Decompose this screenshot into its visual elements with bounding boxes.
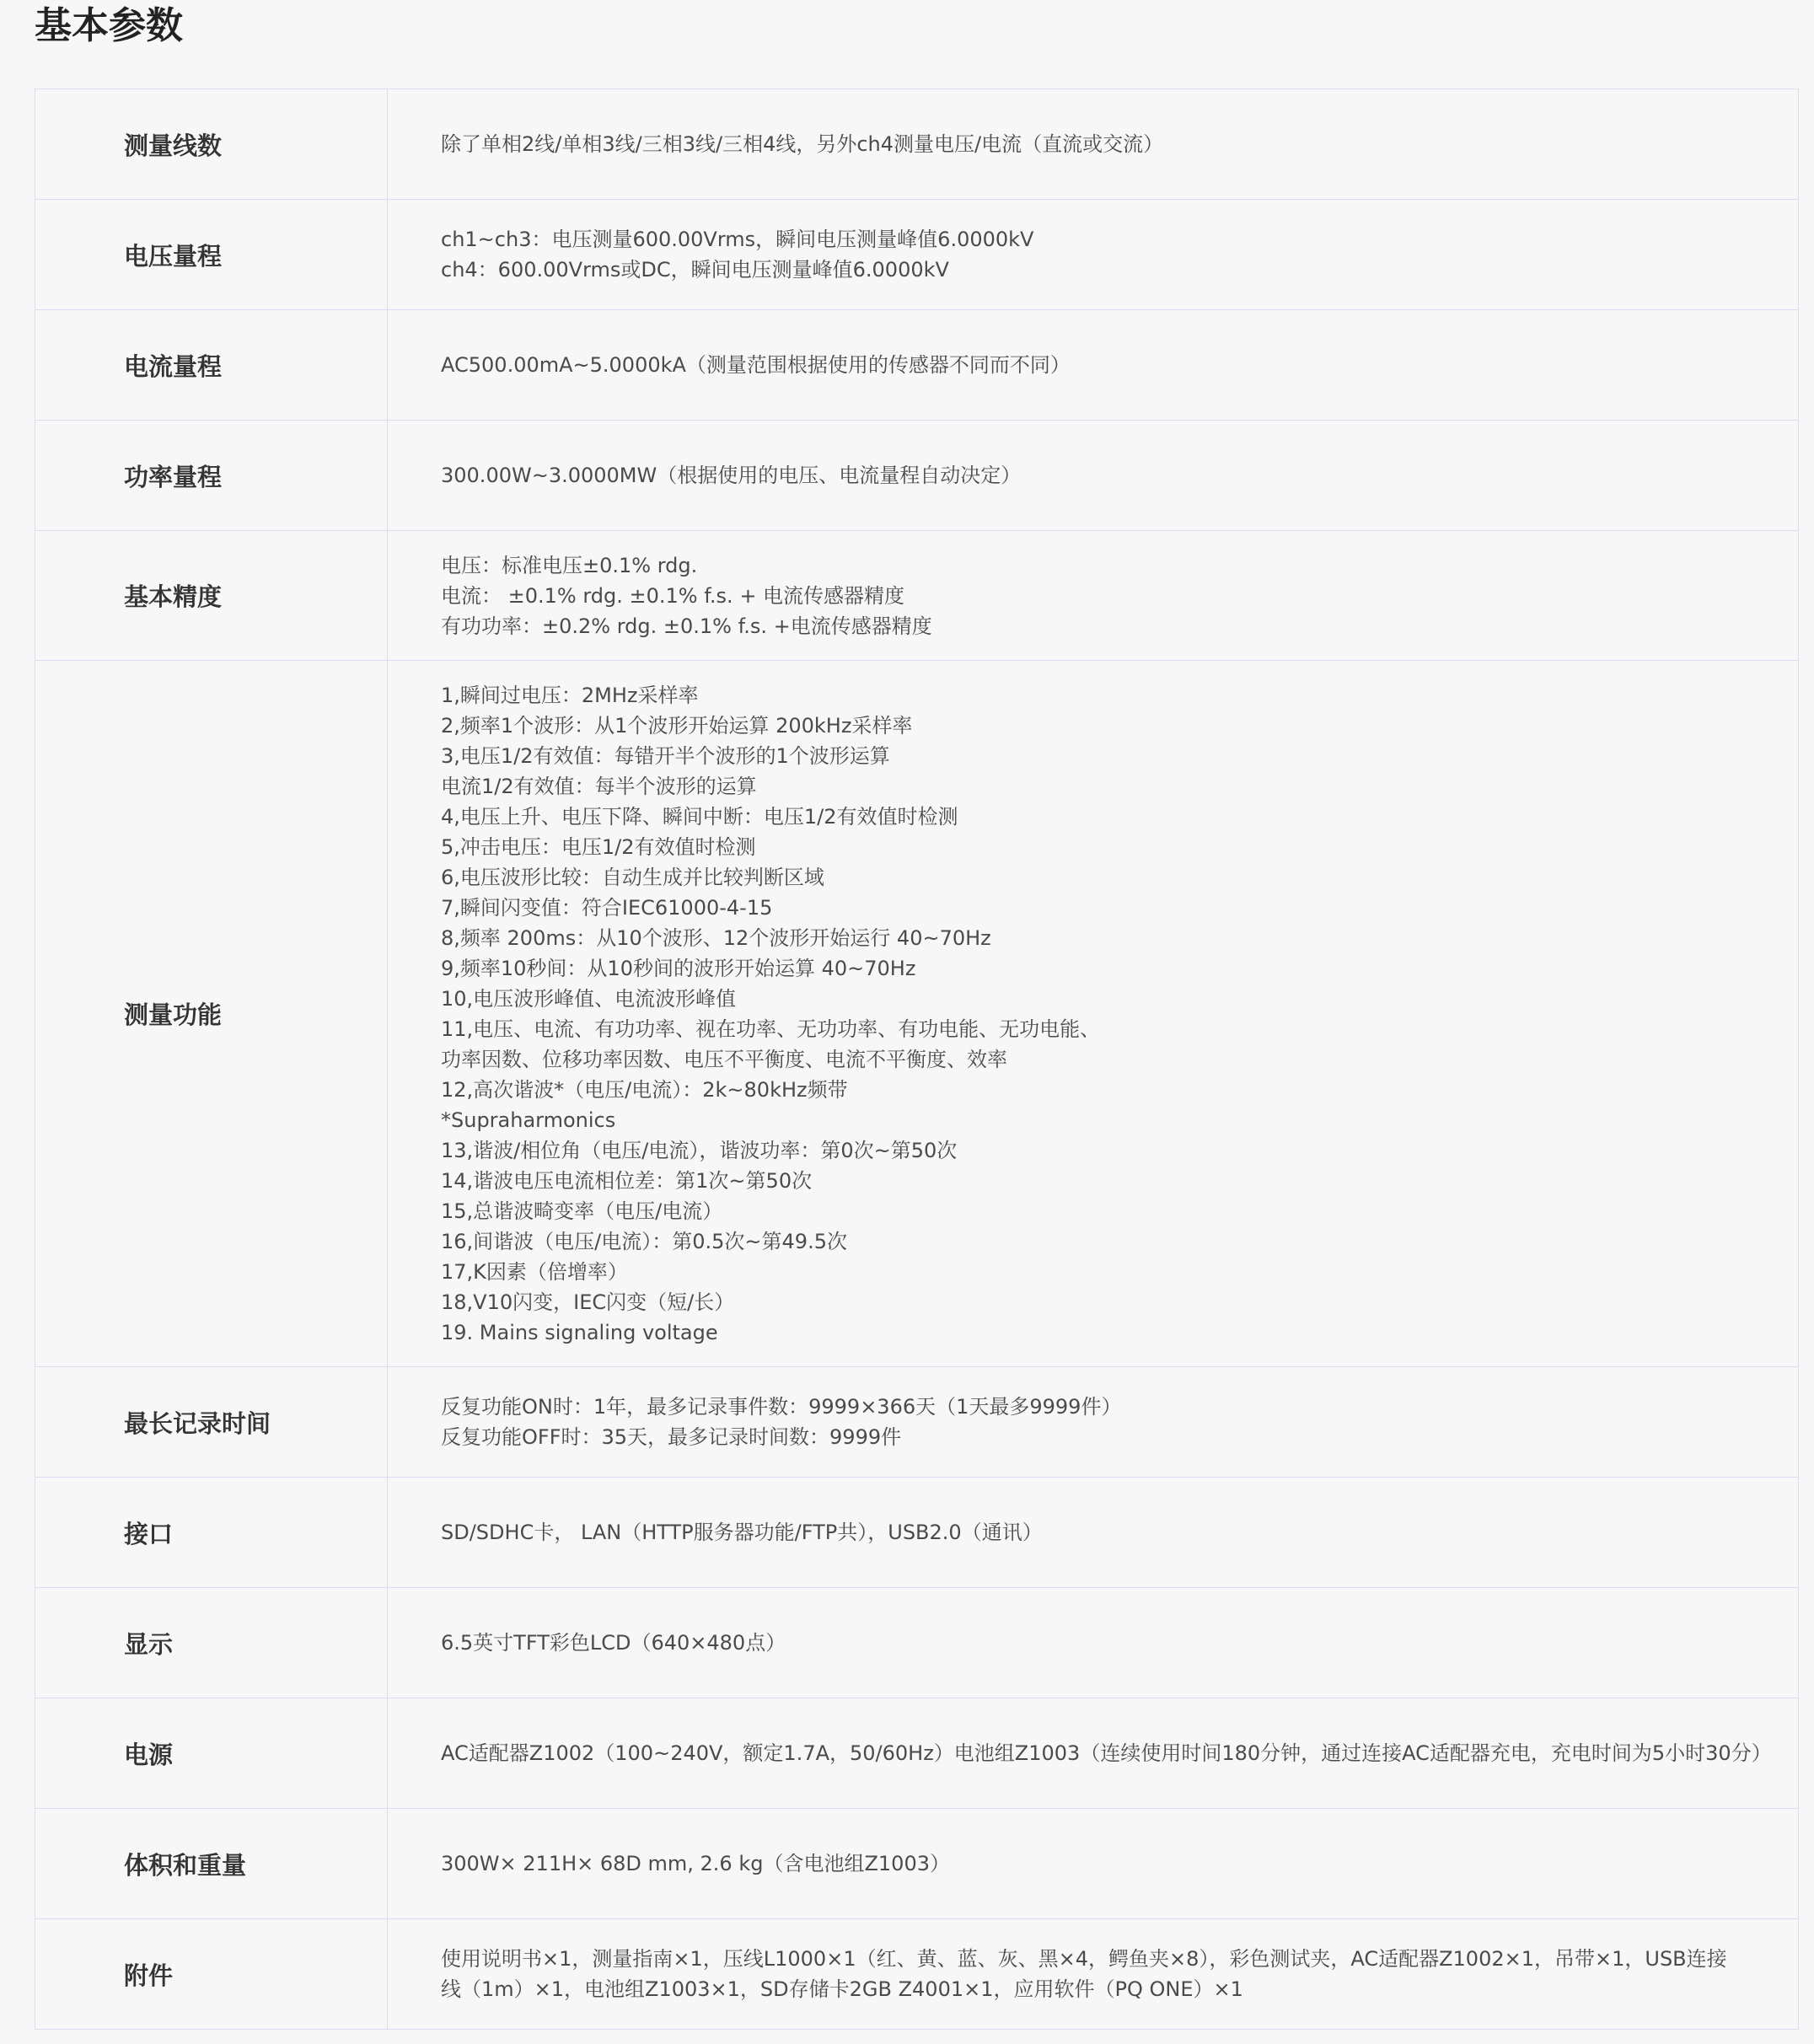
spec-value-line: 19. Mains signaling voltage [441, 1320, 718, 1344]
spec-value-line: 电流1/2有效值：每半个波形的运算 [441, 774, 757, 798]
spec-value-line: 2,频率1个波形：从1个波形开始运算 200kHz采样率 [441, 713, 913, 738]
spec-value-line: *Supraharmonics [441, 1108, 616, 1132]
page-title: 基本参数 [35, 4, 183, 47]
spec-value [388, 1478, 1799, 1588]
spec-value [388, 310, 1799, 421]
spec-label: 电源 [35, 1698, 388, 1809]
spec-value-line: 300W× 211H× 68D mm, 2.6 kg（含电池组Z1003） [441, 1852, 950, 1875]
spec-value-line: 13,谐波/相位角（电压/电流），谐波功率：第0次~第50次 [441, 1138, 958, 1162]
spec-value-line: 14,谐波电压电流相位差：第1次~第50次 [441, 1168, 813, 1193]
spec-value-line: 6,电压波形比较：自动生成并比较判断区域 [441, 865, 824, 889]
spec-value-line: 电流： ±0.1% rdg. ±0.1% f.s. + 电流传感器精度 [441, 583, 905, 608]
spec-value-line: 1,瞬间过电压：2MHz采样率 [441, 683, 699, 707]
spec-value [388, 1809, 1799, 1919]
spec-value-line: 300.00W~3.0000MW（根据使用的电压、电流量程自动决定） [441, 464, 1022, 487]
spec-value-line: 5,冲击电压：电压1/2有效值时检测 [441, 834, 756, 859]
spec-value-line: 反复功能OFF时：35天，最多记录时间数：9999件 [441, 1425, 902, 1449]
spec-row [35, 310, 1799, 421]
spec-label: 基本精度 [35, 531, 388, 661]
spec-row [35, 661, 1799, 1367]
spec-value [388, 531, 1799, 661]
spec-value [388, 1367, 1799, 1478]
spec-table-body [35, 89, 1799, 2030]
spec-value [388, 661, 1799, 1367]
spec-value-line: 8,频率 200ms：从10个波形、12个波形开始运行 40~70Hz [441, 925, 991, 950]
spec-value-line: 16,间谐波（电压/电流）：第0.5次~第49.5次 [441, 1229, 847, 1253]
spec-row [35, 1809, 1799, 1919]
spec-value [388, 89, 1799, 200]
spec-label: 测量线数 [35, 89, 388, 200]
spec-value-line: 7,瞬间闪变值：符合IEC61000-4-15 [441, 895, 773, 920]
spec-value [388, 1919, 1799, 2030]
spec-row [35, 1367, 1799, 1478]
spec-value-line: AC适配器Z1002（100~240V，额定1.7A，50/60Hz）电池组Z1003（连续使用时间180分钟，通过连接AC适配器充电，充电时间为5小时30分） [441, 1741, 1772, 1765]
spec-row [35, 1588, 1799, 1698]
spec-row [35, 1698, 1799, 1809]
spec-value-line: 12,高次谐波*（电压/电流）：2k~80kHz频带 [441, 1077, 848, 1102]
spec-value-line: ch1~ch3：电压测量600.00Vrms，瞬间电压测量峰值6.0000kV [441, 228, 1034, 251]
spec-label: 体积和重量 [35, 1809, 388, 1919]
spec-label: 接口 [35, 1478, 388, 1588]
spec-label: 附件 [35, 1919, 388, 2030]
spec-value [388, 1698, 1799, 1809]
spec-value [388, 200, 1799, 310]
spec-value-line: 功率因数、位移功率因数、电压不平衡度、电流不平衡度、效率 [441, 1047, 1007, 1071]
spec-row [35, 531, 1799, 661]
spec-value-line: 4,电压上升、电压下降、瞬间中断：电压1/2有效值时检测 [441, 804, 958, 829]
spec-value-line: ch4：600.00Vrms或DC，瞬间电压测量峰值6.0000kV [441, 258, 949, 282]
spec-value-line: 3,电压1/2有效值：每错开半个波形的1个波形运算 [441, 743, 890, 768]
spec-label: 电流量程 [35, 310, 388, 421]
spec-row [35, 89, 1799, 200]
spec-label: 最长记录时间 [35, 1367, 388, 1478]
spec-value-line: 11,电压、电流、有功功率、视在功率、无功功率、有功电能、无功电能、 [441, 1017, 1101, 1041]
spec-value-line: 反复功能ON时：1年，最多记录事件数：9999×366天（1天最多9999件） [441, 1395, 1122, 1419]
spec-label: 电压量程 [35, 200, 388, 310]
spec-row [35, 1478, 1799, 1588]
spec-value-line: 6.5英寸TFT彩色LCD（640×480点） [441, 1631, 786, 1655]
spec-value-line: AC500.00mA~5.0000kA（测量范围根据使用的传感器不同而不同） [441, 353, 1071, 377]
spec-table [35, 89, 1799, 2030]
spec-row [35, 421, 1799, 531]
spec-value [388, 1588, 1799, 1698]
spec-value-line: 除了单相2线/单相3线/三相3线/三相4线，另外ch4测量电压/电流（直流或交流） [441, 132, 1164, 156]
spec-value-line: 18,V10闪变，IEC闪变（短/长） [441, 1290, 735, 1314]
spec-label: 测量功能 [35, 661, 388, 1367]
spec-row [35, 200, 1799, 310]
spec-value-line: 9,频率10秒间：从10秒间的波形开始运算 40~70Hz [441, 956, 916, 980]
spec-value-line: 电压：标准电压±0.1% rdg. [441, 553, 698, 577]
spec-value [388, 421, 1799, 531]
spec-value-line: 使用说明书×1，测量指南×1，压线L1000×1（红、黄、蓝、灰、黑×4，鳄鱼夹×8），彩色测试夹，AC适配器Z1002×1，吊带×1，USB连接线（1m）×1，电池组Z1003×1，SD存储卡2GB Z4001×1，应用软件（PQ ONE）×1 [441, 1947, 1727, 2001]
spec-row [35, 1919, 1799, 2030]
spec-value-line: 有功功率：±0.2% rdg. ±0.1% f.s. +电流传感器精度 [441, 614, 932, 638]
spec-value-line: 15,总谐波畸变率（电压/电流） [441, 1199, 723, 1223]
spec-value-line: 17,K因素（倍增率） [441, 1259, 628, 1284]
spec-value-line: 10,电压波形峰值、电流波形峰值 [441, 986, 737, 1011]
spec-label: 功率量程 [35, 421, 388, 531]
spec-value-line: SD/SDHC卡， LAN（HTTP服务器功能/FTP共），USB2.0（通讯） [441, 1521, 1043, 1544]
spec-label: 显示 [35, 1588, 388, 1698]
